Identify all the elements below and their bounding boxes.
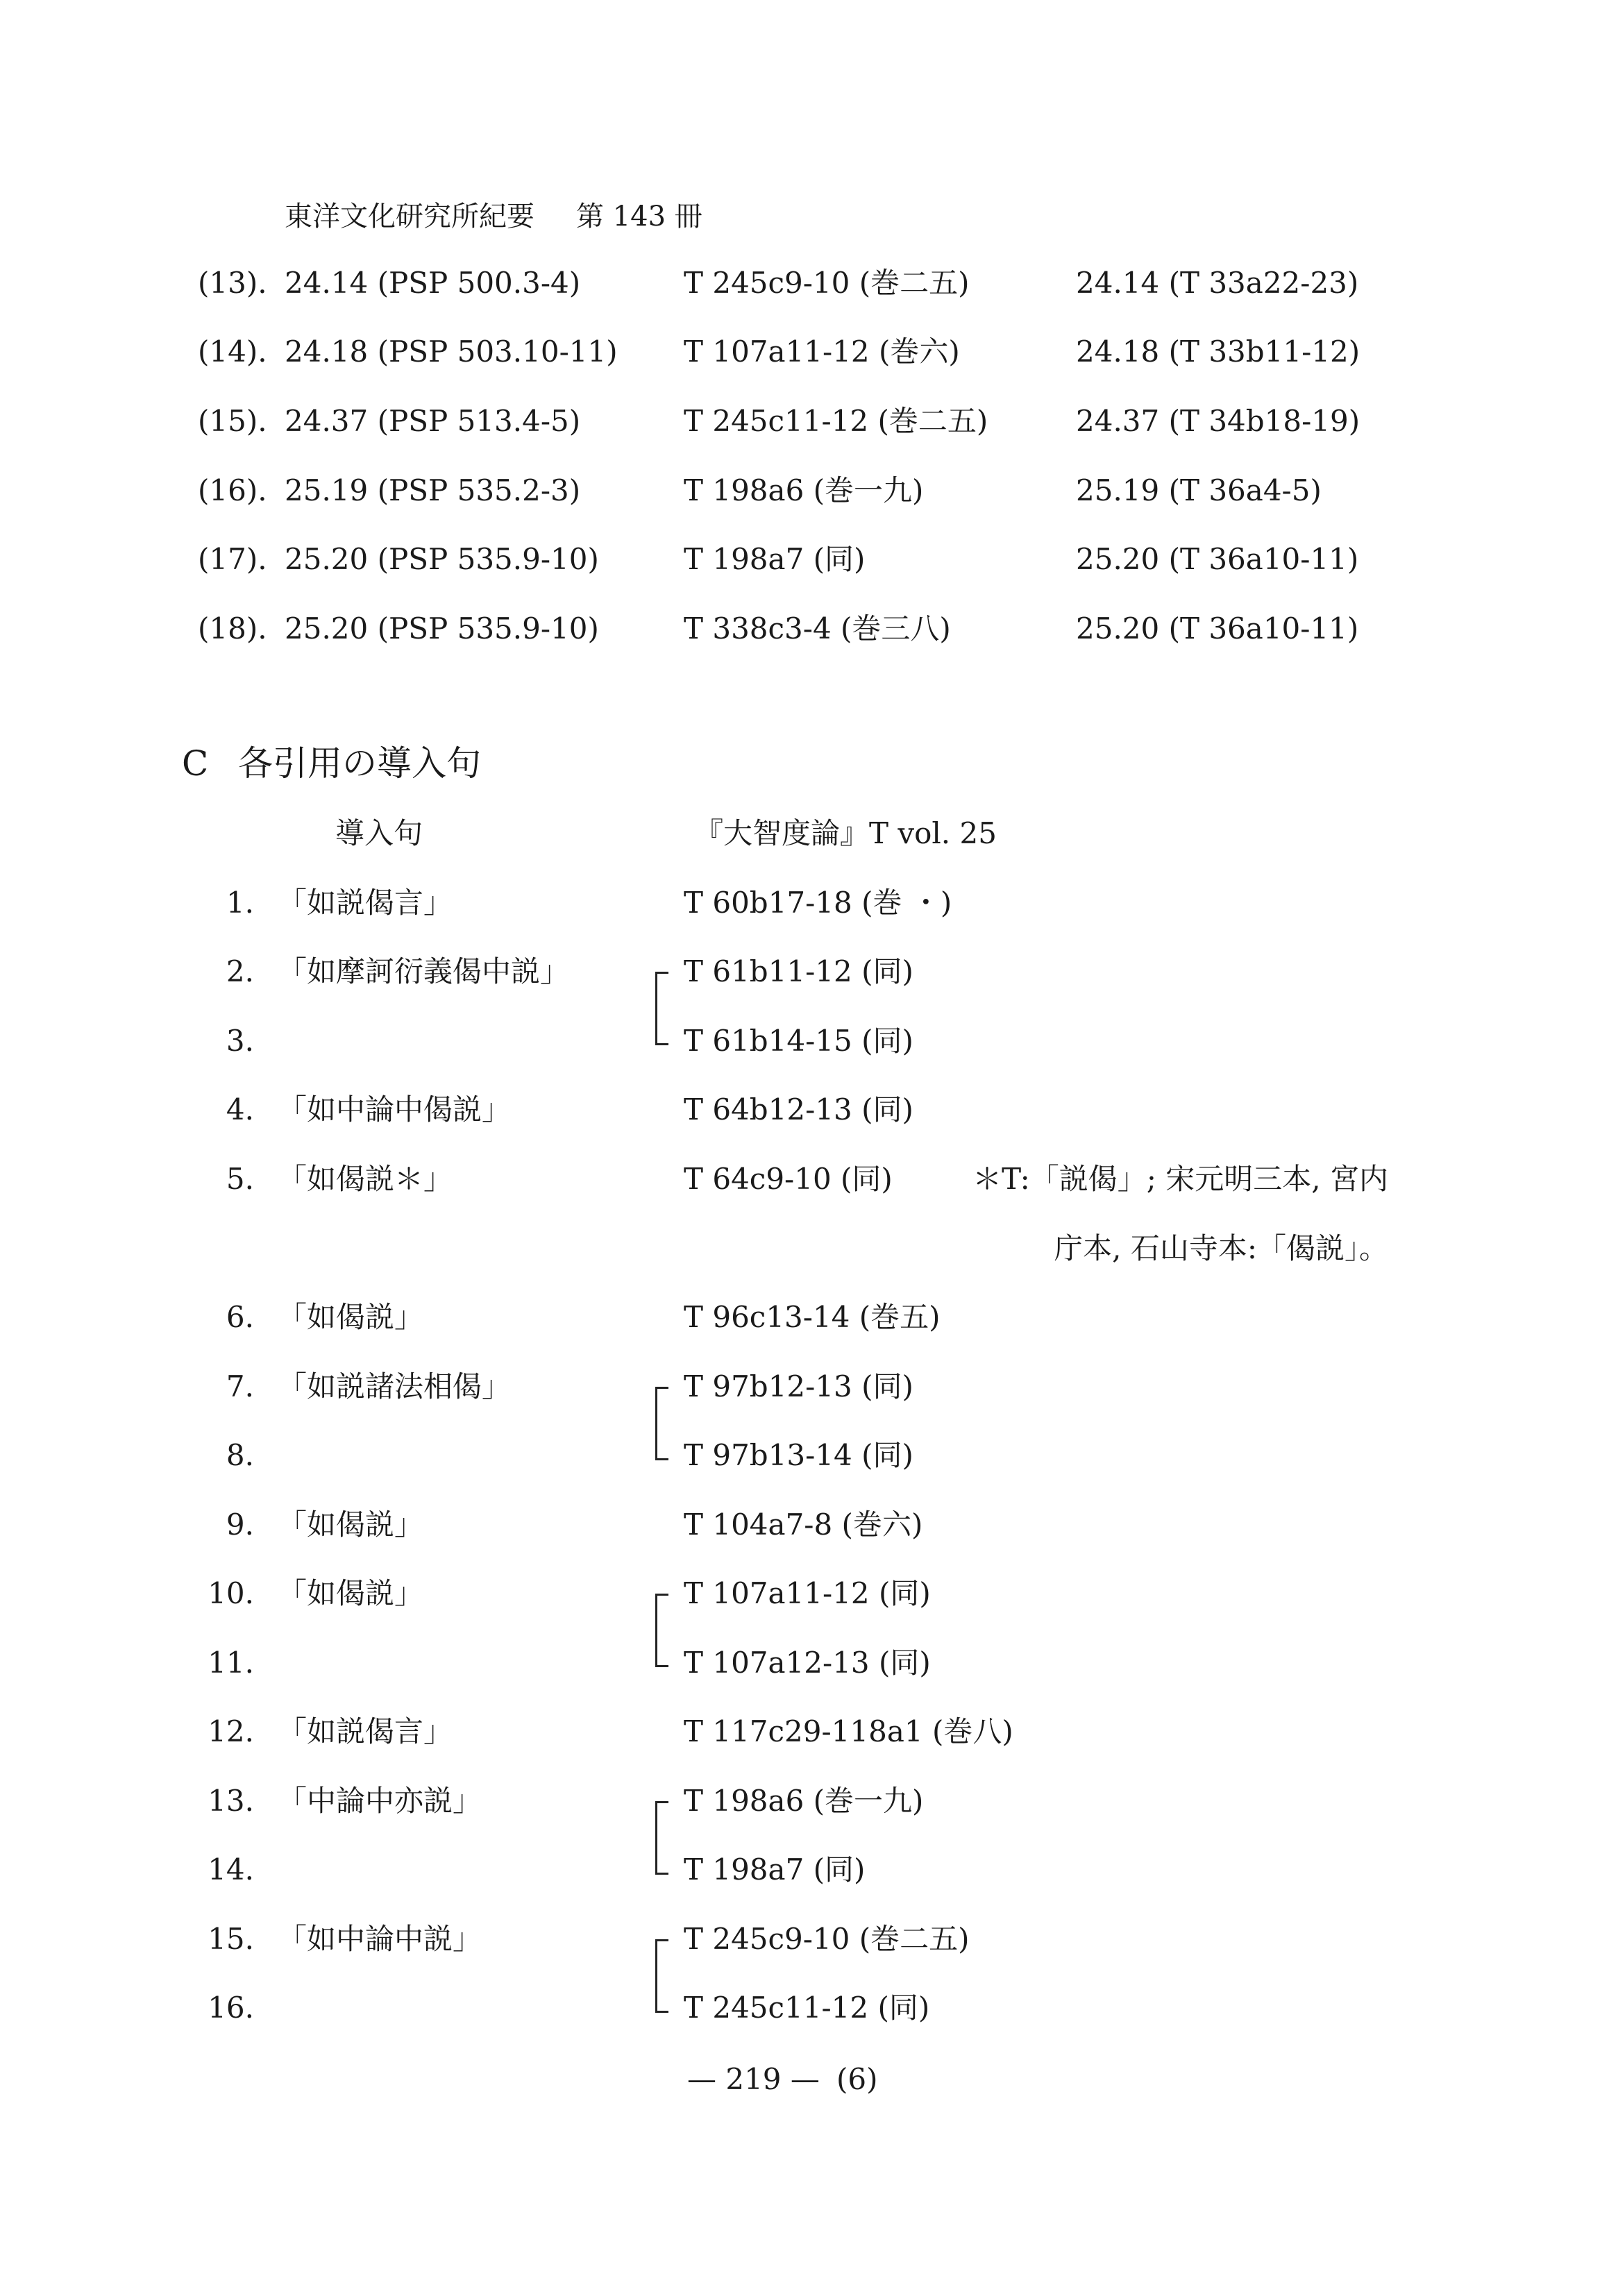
table1-row-psp: 25.19 (PSP 535.2-3): [285, 473, 581, 507]
variant-note-line1: ＊T:「説偈」; 宋元明三本, 宮内: [972, 1162, 1388, 1196]
row-number: 7.: [226, 1369, 254, 1403]
row-phrase: 「如偈説＊」: [278, 1162, 453, 1196]
row-phrase: 「如摩訶衍義偈中説」: [278, 954, 570, 988]
row-number: 4.: [226, 1092, 254, 1126]
table1-row-num: (14).: [198, 335, 267, 369]
table1-row-num: (18).: [198, 611, 267, 645]
table1-row-num: (15).: [198, 404, 267, 438]
row-number: 15.: [208, 1922, 254, 1956]
row-number: 2.: [226, 954, 254, 988]
row-reference: T 60b17-18 (巻 ・): [684, 886, 952, 920]
table1-row-ref: 24.18 (T 33b11-12): [1076, 335, 1360, 369]
table1-row-t: T 198a6 (巻一九): [684, 473, 924, 507]
row-phrase: 「如説偈言」: [278, 886, 453, 920]
row-reference: T 64c9-10 (同): [684, 1162, 893, 1196]
table1-row-num: (16).: [198, 473, 267, 507]
row-number: 16.: [208, 1991, 254, 2025]
table1-row-t: T 198a7 (同): [684, 542, 866, 576]
row-number: 6.: [226, 1300, 254, 1334]
row-reference: T 61b14-15 (同): [684, 1024, 913, 1058]
row-reference: T 96c13-14 (巻五): [684, 1300, 941, 1334]
table1-row-ref: 24.14 (T 33a22-23): [1076, 266, 1359, 300]
section-letter: C: [182, 743, 209, 784]
table1-row-num: (17).: [198, 542, 267, 576]
table1-row-num: (13).: [198, 266, 267, 300]
row-phrase: 「如中論中偈説」: [278, 1092, 512, 1126]
row-reference: T 198a7 (同): [684, 1852, 866, 1886]
table1-row-ref: 25.20 (T 36a10-11): [1076, 611, 1359, 645]
page-subnumber: (6): [836, 2062, 878, 2096]
table1-row-t: T 107a11-12 (巻六): [684, 335, 960, 369]
row-phrase: 「如説諸法相偈」: [278, 1369, 512, 1403]
row-reference: T 97b12-13 (同): [684, 1369, 913, 1403]
table1-row-t: T 245c11-12 (巻二五): [684, 404, 988, 438]
table1-row-psp: 25.20 (PSP 535.9-10): [285, 542, 599, 576]
group-bracket: [655, 1939, 668, 2013]
row-number: 1.: [226, 886, 254, 920]
row-reference: T 104a7-8 (巻六): [684, 1508, 923, 1542]
table1-row-t: T 245c9-10 (巻二五): [684, 266, 970, 300]
row-number: 13.: [208, 1784, 254, 1818]
section-title: 各引用の導入句: [238, 743, 481, 784]
group-bracket: [655, 1387, 668, 1460]
row-reference: T 198a6 (巻一九): [684, 1784, 924, 1818]
variant-note-line2: 庁本, 石山寺本:「偈説」。: [1054, 1231, 1388, 1265]
row-phrase: 「如中論中説」: [278, 1922, 482, 1956]
row-reference: T 107a11-12 (同): [684, 1576, 931, 1610]
table1-row-psp: 24.14 (PSP 500.3-4): [285, 266, 581, 300]
group-bracket: [655, 1801, 668, 1875]
table1-row-ref: 24.37 (T 34b18-19): [1076, 404, 1360, 438]
group-bracket: [655, 972, 668, 1045]
row-phrase: 「如偈説」: [278, 1300, 424, 1334]
col-header-text: 『大智度論』T vol. 25: [694, 816, 997, 850]
table1-row-psp: 24.18 (PSP 503.10-11): [285, 335, 618, 369]
row-number: 9.: [226, 1508, 254, 1542]
row-reference: T 117c29-118a1 (巻八): [684, 1714, 1013, 1748]
row-reference: T 245c9-10 (巻二五): [684, 1922, 970, 1956]
row-reference: T 107a12-13 (同): [684, 1646, 931, 1680]
table1-row-psp: 24.37 (PSP 513.4-5): [285, 404, 581, 438]
journal-title: 東洋文化研究所紀要: [285, 201, 534, 233]
row-reference: T 245c11-12 (同): [684, 1991, 930, 2025]
row-reference: T 64b12-13 (同): [684, 1092, 913, 1126]
row-reference: T 61b11-12 (同): [684, 954, 913, 988]
row-number: 8.: [226, 1438, 254, 1472]
table1-row-ref: 25.20 (T 36a10-11): [1076, 542, 1359, 576]
row-phrase: 「中論中亦説」: [278, 1784, 482, 1818]
journal-volume: 第 143 冊: [576, 201, 702, 233]
col-header-phrase: 導入句: [335, 816, 423, 850]
page-number: — 219 —: [687, 2062, 820, 2096]
row-number: 12.: [208, 1714, 254, 1748]
table1-row-ref: 25.19 (T 36a4-5): [1076, 473, 1322, 507]
table1-row-t: T 338c3-4 (巻三八): [684, 611, 951, 645]
row-phrase: 「如偈説」: [278, 1508, 424, 1542]
row-number: 10.: [208, 1576, 254, 1610]
row-number: 3.: [226, 1024, 254, 1058]
row-reference: T 97b13-14 (同): [684, 1438, 913, 1472]
row-number: 5.: [226, 1162, 254, 1196]
row-phrase: 「如説偈言」: [278, 1714, 453, 1748]
group-bracket: [655, 1594, 668, 1667]
row-phrase: 「如偈説」: [278, 1576, 424, 1610]
row-number: 14.: [208, 1852, 254, 1886]
row-number: 11.: [208, 1646, 254, 1680]
table1-row-psp: 25.20 (PSP 535.9-10): [285, 611, 599, 645]
